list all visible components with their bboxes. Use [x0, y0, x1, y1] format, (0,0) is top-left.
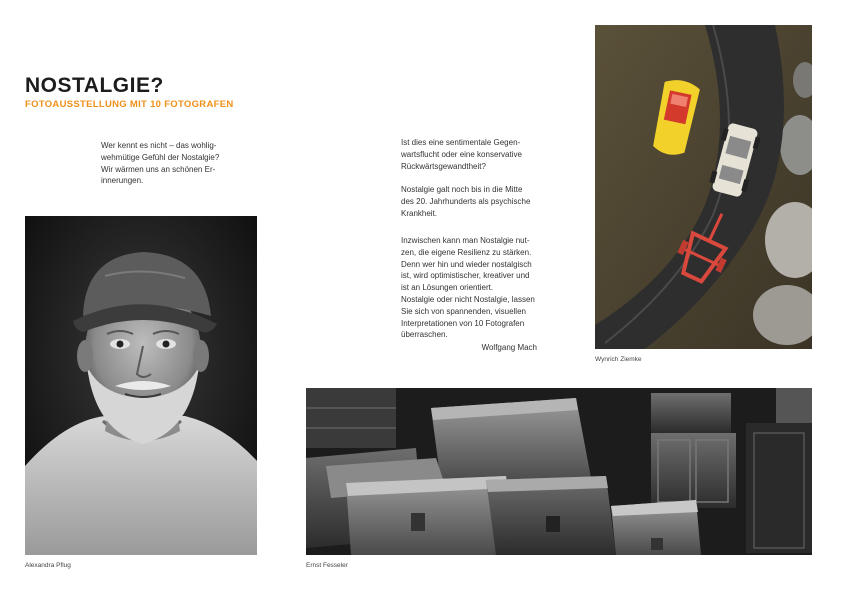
- chests-caption: Ernst Fesseler: [306, 562, 348, 569]
- chests-photo: [306, 388, 812, 555]
- portrait-caption: Alexandra Pflug: [25, 562, 71, 569]
- page-subtitle: FOTOAUSSTELLUNG MIT 10 FOTOGRAFEN: [25, 99, 234, 110]
- toys-caption: Wynrich Ziemke: [595, 356, 642, 363]
- toys-photo: [595, 25, 812, 349]
- portrait-photo: [25, 216, 257, 555]
- author-signature: Wolfgang Mach: [481, 343, 537, 352]
- body-paragraph-2: Nostalgie galt noch bis in die Mitte des 20. Jahrhunderts als psychische Krankheit.: [401, 185, 531, 218]
- body-paragraph-3: Inzwischen kann man Nostalgie nut- zen, die eigene Resilienz zu stärken. Denn wer hin und wieder nostalgisch ist, wird optimistischer, kreativer und ist an Lösungen orientiert. Nostalgie oder nicht Nostalgie, lassen Sie sich von spannenden, visuellen Interpretationen von 10 Fotografen überraschen.: [401, 236, 535, 340]
- body-paragraph-1: Ist dies eine sentimentale Gegen- wartsflucht oder eine konservative Rückwärtsgewandtheit?: [401, 138, 522, 171]
- intro-paragraph: Wer kennt es nicht – das wohlig- wehmütige Gefühl der Nostalgie? Wir wärmen uns an schönen Er- innerungen.: [101, 141, 220, 186]
- page-title: NOSTALGIE?: [25, 74, 164, 97]
